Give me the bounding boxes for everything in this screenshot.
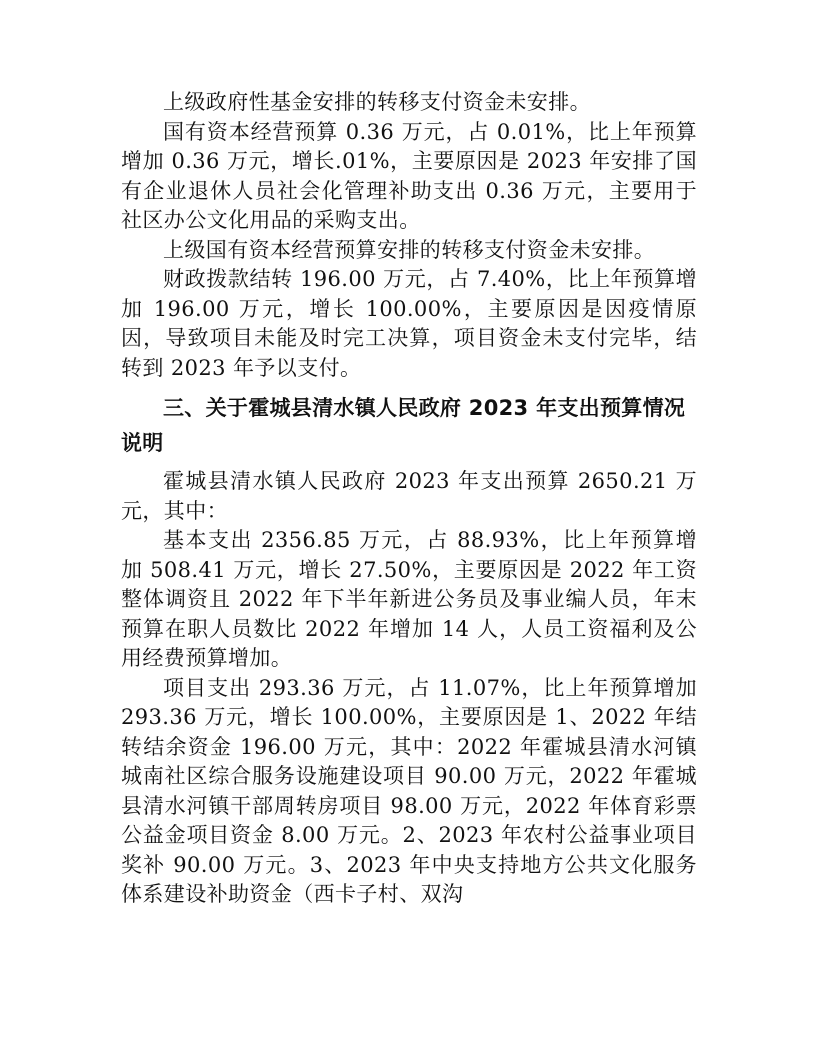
paragraph-expenditure-total: 霍城县清水镇人民政府 2023 年支出预算 2650.21 万元，其中： bbox=[121, 469, 697, 523]
paragraph-carryover: 财政拨款结转 196.00 万元，占 7.40%，比上年预算增加 196.00 万元，增长 100.00%，主要原因是因疫情原因，导致项目未能及时完工决算，项目资金未支付完毕，结转到 2023 年予以支付。 bbox=[121, 267, 697, 380]
paragraph-project-expenditure: 项目支出 293.36 万元，占 11.07%，比上年预算增加 293.36 万元，增长 100.00%，主要原因是 1、2022 年结转结余资金 196.00 万元，其中：2022 年霍城县清水河镇城南社区综合服务设施建设项目 90.00 万元，2022 年霍城县清水河镇干部周转房项目 98.00 万元，2022 年体育彩票公益金项目资金 8.00 万元。2、2023 年农村公益事业项目奖补 90.00 万元。3、2023 年中央支持地方公共文化服务体系建设补助资金（西卡子村、双沟 bbox=[121, 675, 697, 906]
paragraph-fund-transfer: 上级政府性基金安排的转移支付资金未安排。 bbox=[163, 90, 591, 114]
section-heading: 三、关于霍城县清水镇人民政府 2023 年支出预算情况说明 bbox=[121, 396, 686, 455]
paragraph-basic-expenditure: 基本支出 2356.85 万元，占 88.93%，比上年预算增加 508.41 万元，增长 27.50%，主要原因是 2022 年工资整体调资且 2022 年下半年新进公务员及事业编人员，年末预算在职人员数比 2022 年增加 14 人，人员工资福利及公用经费预算增加。 bbox=[121, 528, 697, 670]
paragraph-state-capital-transfer: 上级国有资本经营预算安排的转移支付资金未安排。 bbox=[163, 237, 656, 262]
document-body bbox=[121, 88, 697, 910]
paragraph-state-capital-budget: 国有资本经营预算 0.36 万元，占 0.01%，比上年预算增加 0.36 万元，增长.01%，主要原因是 2023 年安排了国有企业退休人员社会化管理补助支出 0.36 万元，主要用于社区办公文化用品的采购支出。 bbox=[121, 119, 697, 232]
